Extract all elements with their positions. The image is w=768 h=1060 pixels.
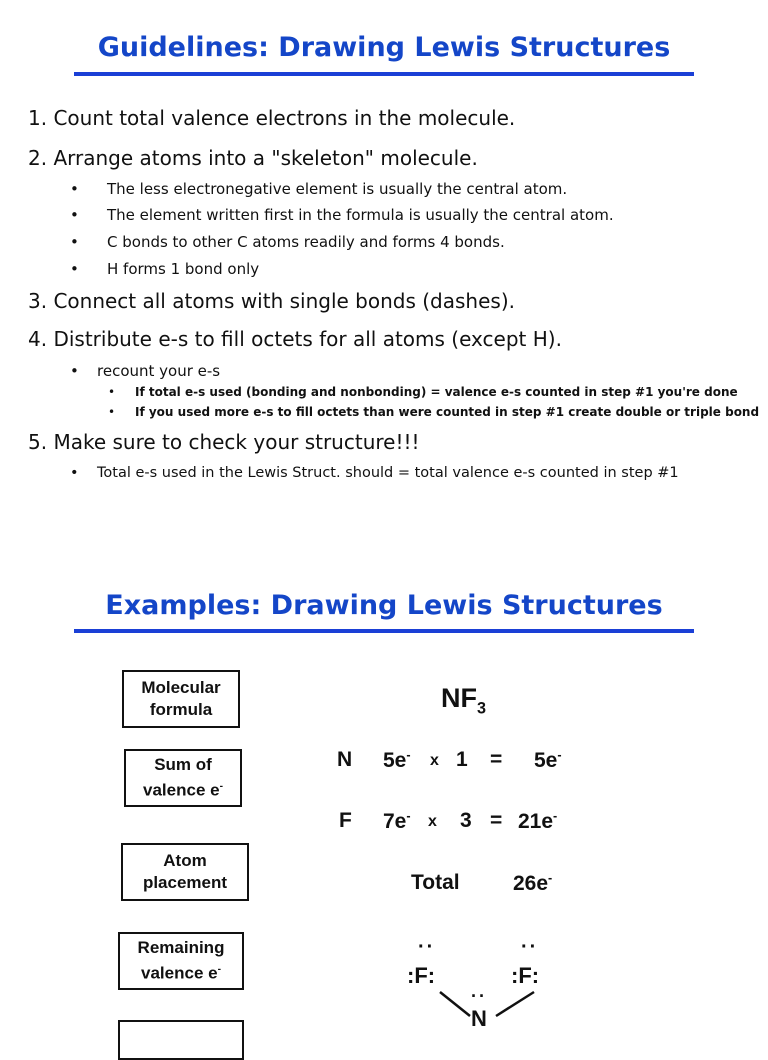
step-4: 4. Distribute e-s to fill octets for all atoms (except H). [28, 327, 562, 351]
box-remaining-valence: Remaining valence e- [118, 932, 244, 990]
box-partial [118, 1020, 244, 1060]
box-molecular-formula: Molecular formula [122, 670, 240, 728]
bullet-item: • H forms 1 bond only [70, 260, 260, 278]
box-sum-valence: Sum of valence e- [124, 749, 242, 807]
step-5: 5. Make sure to check your structure!!! [28, 430, 420, 454]
fluorine-atom-right: :F: [511, 963, 540, 988]
bullet-item: • Total e-s used in the Lewis Struct. should = total valence e-s counted in step #1 [70, 465, 679, 481]
bullet-item: • C bonds to other C atoms readily and forms 4 bonds. [70, 233, 505, 251]
bond-right [496, 992, 534, 1016]
lone-pair-right-top: ·· [521, 936, 539, 958]
fluorine-atom-left: :F: [407, 963, 436, 988]
molecular-formula: $NF_3$ [441, 683, 487, 718]
lone-pair-nitrogen: ·· [471, 986, 487, 1006]
bullet-item: • recount your e-s [70, 362, 221, 380]
single-bonds [430, 990, 550, 1024]
title-underline [74, 629, 694, 633]
step-2: 2. Arrange atoms into a "skeleton" molecule. [28, 146, 478, 170]
nitrogen-atom: N [471, 1006, 487, 1031]
bond-left [440, 992, 470, 1016]
guidelines-title: Guidelines: Drawing Lewis Structures [97, 32, 671, 63]
sub-bullet-item: • If total e-s used (bonding and nonbonding) = valence e-s counted in step #1 you're done [108, 385, 738, 399]
step-1: 1. Count total valence electrons in the molecule. [28, 106, 516, 130]
title-underline [74, 72, 694, 76]
sub-bullet-item: • If you used more e-s to fill octets than were counted in step #1 create double or triple bond [108, 405, 760, 419]
bullet-item: • The less electronegative element is usually the central atom. [70, 180, 568, 198]
examples-title: Examples: Drawing Lewis Structures [105, 590, 663, 621]
box-atom-placement: Atom placement [121, 843, 249, 901]
lone-pair-left-top: ·· [418, 936, 436, 958]
step-3: 3. Connect all atoms with single bonds (dashes). [28, 289, 515, 313]
bullet-item: • The element written first in the formula is usually the central atom. [70, 206, 614, 224]
